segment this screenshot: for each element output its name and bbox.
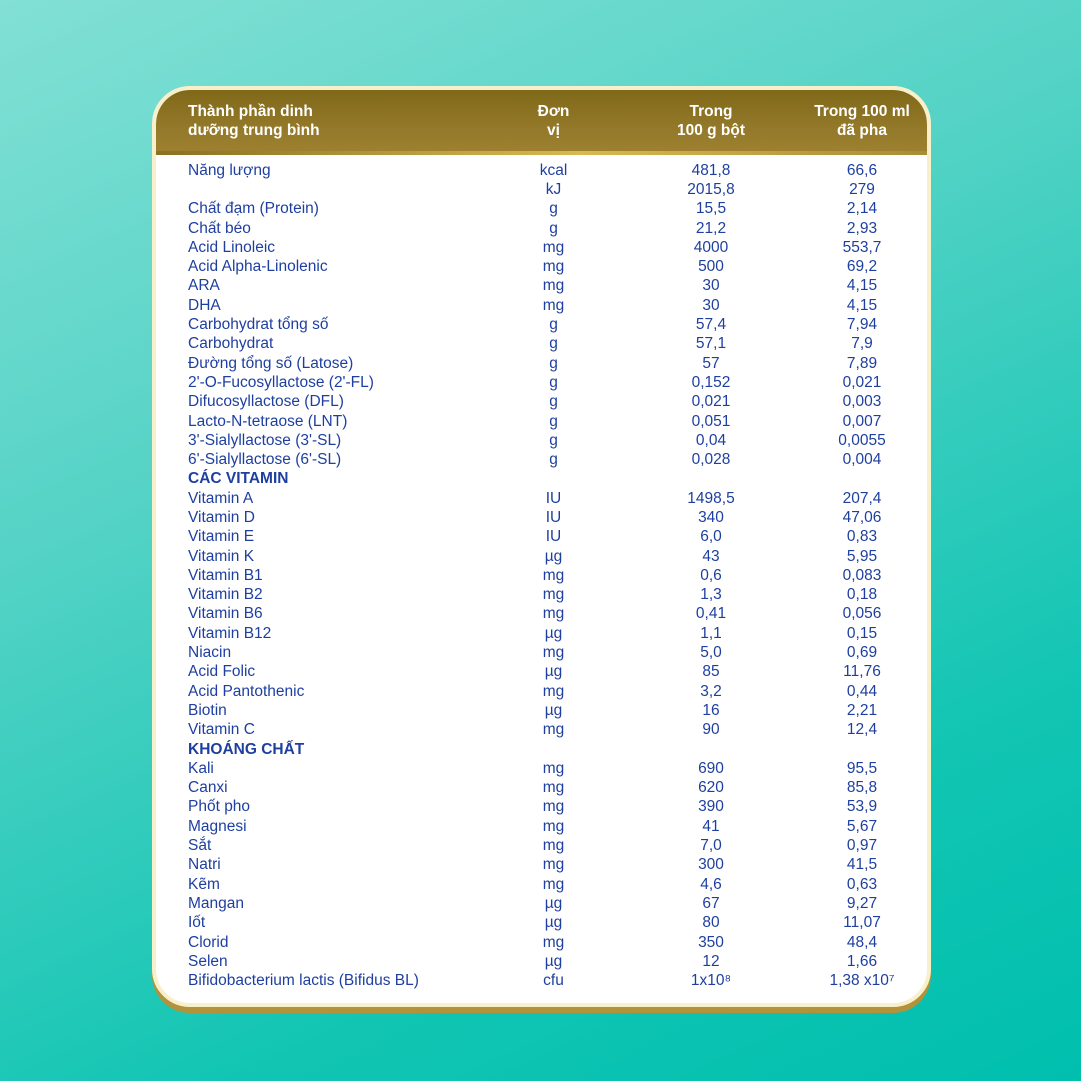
nutrient-label: 2'-O-Fucosyllactose (2'-FL) (188, 373, 374, 391)
per-100g-value: 90 (702, 721, 720, 739)
nutrient-label: 3'-Sialyllactose (3'-SL) (188, 431, 342, 449)
unit-value: mg (542, 566, 565, 584)
nutrient-label: 6'-Sialyllactose (6'-SL) (188, 451, 342, 469)
unit-value: cfu (543, 972, 564, 990)
per-100g-value: 57,4 (695, 316, 727, 334)
nutrient-label: Clorid (188, 933, 229, 951)
per-100g-value: 300 (698, 856, 724, 874)
nutrient-label: Canxi (188, 779, 228, 797)
per-100ml-value: 66,6 (846, 161, 878, 179)
nutrient-label: Năng lượng (188, 161, 271, 179)
nutrient-label: Biotin (188, 701, 227, 719)
nutrient-label: Sắt (188, 837, 212, 855)
unit-value: mg (542, 875, 565, 893)
header-per100g-line2: 100 g bột (676, 122, 746, 139)
per-100ml-value: 53,9 (846, 798, 878, 816)
table-row (156, 566, 927, 585)
table-row (156, 547, 927, 566)
per-100g-value: 41 (702, 817, 720, 835)
nutrient-label: Vitamin B6 (188, 605, 263, 623)
per-100ml-value: 0,003 (842, 393, 882, 411)
table-row (156, 277, 927, 296)
unit-value: µg (544, 952, 563, 970)
per-100ml-value: 85,8 (846, 779, 878, 797)
per-100ml-value: 47,06 (842, 508, 882, 526)
per-100g-value: 57 (702, 354, 720, 372)
nutrient-label: Acid Linoleic (188, 238, 276, 256)
per-100ml-value: 0,056 (842, 605, 882, 623)
per-100g-value: 7,0 (700, 837, 722, 855)
per-100ml-value: 4,15 (846, 277, 878, 295)
per-100g-value: 67 (702, 894, 720, 912)
per-100ml-value: 0,15 (846, 624, 878, 642)
per-100ml-value: 69,2 (846, 258, 878, 276)
header-unit-line1: Đơn (537, 103, 570, 120)
header-per100ml-line1: Trong 100 ml (814, 103, 910, 120)
nutrient-label: CÁC VITAMIN (188, 470, 289, 488)
nutrient-label: Iốt (188, 914, 206, 932)
table-row (156, 971, 927, 990)
unit-value: mg (542, 837, 565, 855)
unit-value: g (549, 219, 558, 237)
unit-value: µg (544, 701, 563, 719)
nutrient-label: Carbohydrat (188, 335, 274, 353)
header-per100ml-line2: đã pha (837, 122, 887, 139)
per-100ml-value: 0,44 (846, 682, 878, 700)
table-row (156, 450, 927, 469)
nutrient-label: Vitamin A (188, 489, 254, 507)
table-row (156, 315, 927, 334)
nutrient-label: Acid Pantothenic (188, 682, 305, 700)
per-100ml-value: 1,66 (846, 952, 878, 970)
per-100g-value: 5,0 (700, 644, 722, 662)
per-100g-value: 80 (702, 914, 720, 932)
per-100g-value: 6,0 (700, 528, 722, 546)
per-100g-value: 2015,8 (687, 180, 735, 198)
unit-value: kcal (539, 161, 568, 179)
per-100g-value: 1,1 (700, 624, 722, 642)
nutrient-label: Chất béo (188, 219, 251, 237)
per-100g-value: 16 (702, 701, 720, 719)
per-100g-value: 1,3 (700, 586, 722, 604)
per-100ml-value: 11,76 (843, 663, 881, 681)
unit-value: mg (542, 933, 565, 951)
table-row (156, 257, 927, 276)
nutrient-label: Vitamin B1 (188, 566, 263, 584)
per-100ml-value: 11,07 (843, 914, 881, 932)
per-100ml-value: 41,5 (846, 856, 878, 874)
per-100ml-value: 5,95 (846, 547, 878, 565)
table-row (156, 682, 927, 701)
per-100g-value: 0,028 (691, 451, 731, 469)
unit-value: mg (542, 277, 565, 295)
unit-value: mg (542, 644, 565, 662)
per-100g-value: 15,5 (695, 200, 727, 218)
unit-value: mg (542, 605, 565, 623)
per-100ml-value: 0,021 (842, 373, 882, 391)
per-100ml-value: 553,7 (842, 238, 882, 256)
unit-value: g (549, 393, 558, 411)
per-100g-value: 4,6 (700, 875, 722, 893)
nutrient-label: DHA (188, 296, 221, 314)
per-100ml-value: 5,67 (846, 817, 878, 835)
nutrient-label: Acid Folic (188, 663, 256, 681)
per-100g-value: 0,6 (700, 566, 722, 584)
per-100ml-value: 1,38 x10⁷ (829, 972, 895, 990)
per-100g-value: 1498,5 (687, 489, 735, 507)
nutrient-label: Vitamin K (188, 547, 255, 565)
nutrient-label: Difucosyllactose (DFL) (188, 393, 344, 411)
per-100ml-value: 0,18 (846, 586, 878, 604)
unit-value: mg (542, 682, 565, 700)
nutrient-label: Niacin (188, 644, 232, 662)
per-100ml-value: 0,97 (846, 837, 878, 855)
per-100g-value: 3,2 (700, 682, 722, 700)
table-row (156, 663, 927, 682)
nutrient-label: Vitamin C (188, 721, 255, 739)
table-row (156, 586, 927, 605)
unit-value: mg (542, 779, 565, 797)
unit-value: g (549, 373, 558, 391)
table-row (156, 508, 927, 527)
per-100g-value: 57,1 (695, 335, 727, 353)
nutrition-panel-card (152, 86, 931, 1007)
table-row (156, 238, 927, 257)
table-row (156, 721, 927, 740)
per-100ml-value: 95,5 (846, 759, 878, 777)
per-100ml-value: 0,004 (842, 451, 882, 469)
table-row (156, 759, 927, 778)
nutrient-label: Vitamin B12 (188, 624, 272, 642)
nutrient-label: Acid Alpha-Linolenic (188, 258, 328, 276)
per-100g-value: 350 (698, 933, 724, 951)
per-100ml-value: 4,15 (846, 296, 878, 314)
per-100g-value: 0,152 (691, 373, 731, 391)
table-row (156, 701, 927, 720)
per-100ml-value: 0,83 (846, 528, 878, 546)
table-row (156, 431, 927, 450)
per-100g-value: 390 (698, 798, 724, 816)
per-100g-value: 0,051 (691, 412, 731, 430)
per-100g-value: 4000 (693, 238, 729, 256)
header-nutrient-line2: dưỡng trung bình (188, 122, 320, 139)
unit-value: µg (544, 894, 563, 912)
per-100ml-value: 12,4 (846, 721, 878, 739)
unit-value: g (549, 316, 558, 334)
per-100g-value: 43 (702, 547, 720, 565)
nutrient-label: Vitamin B2 (188, 586, 263, 604)
per-100ml-value: 7,9 (851, 335, 873, 353)
header-unit-column (496, 102, 611, 140)
table-body (156, 152, 927, 991)
unit-value: mg (542, 817, 565, 835)
per-100ml-value: 7,89 (846, 354, 878, 372)
table-row (156, 740, 927, 759)
header-per100g-column (611, 102, 811, 140)
table-row (156, 605, 927, 624)
table-row (156, 933, 927, 952)
unit-value: µg (544, 547, 563, 565)
unit-value: g (549, 451, 558, 469)
nutrient-label: Vitamin D (188, 508, 255, 526)
table-row (156, 914, 927, 933)
nutrient-label: ARA (188, 277, 220, 295)
unit-value: kJ (545, 180, 562, 198)
table-row (156, 354, 927, 373)
per-100ml-value: 2,93 (846, 219, 878, 237)
table-row (156, 335, 927, 354)
nutrient-label: Selen (188, 952, 228, 970)
table-row (156, 798, 927, 817)
nutrient-label: Bifidobacterium lactis (Bifidus BL) (188, 972, 419, 990)
table-header (156, 90, 927, 152)
unit-value: mg (542, 258, 565, 276)
unit-value: mg (542, 759, 565, 777)
unit-value: µg (544, 663, 563, 681)
per-100g-value: 12 (702, 952, 720, 970)
unit-value: mg (542, 856, 565, 874)
header-nutrient-column (156, 102, 496, 140)
nutrient-label: KHOÁNG CHẤT (188, 740, 305, 758)
table-row (156, 643, 927, 662)
unit-value: mg (542, 798, 565, 816)
unit-value: mg (542, 721, 565, 739)
unit-value: g (549, 354, 558, 372)
table-row (156, 528, 927, 547)
per-100g-value: 0,41 (695, 605, 727, 623)
per-100ml-value: 207,4 (842, 489, 882, 507)
table-row (156, 894, 927, 913)
per-100g-value: 500 (698, 258, 724, 276)
table-row (156, 470, 927, 489)
unit-value: g (549, 335, 558, 353)
nutrient-label: Vitamin E (188, 528, 255, 546)
nutrient-label: Natri (188, 856, 221, 874)
per-100ml-value: 0,63 (846, 875, 878, 893)
nutrient-label: Kali (188, 759, 214, 777)
per-100ml-value: 0,083 (842, 566, 882, 584)
per-100g-value: 85 (702, 663, 720, 681)
header-per100ml-column (811, 102, 927, 140)
unit-value: g (549, 412, 558, 430)
nutrient-label: Phốt pho (188, 798, 251, 816)
unit-value: µg (544, 624, 563, 642)
unit-value: IU (545, 489, 562, 507)
table-row (156, 952, 927, 971)
unit-value: µg (544, 914, 563, 932)
per-100ml-value: 279 (849, 180, 875, 198)
unit-value: IU (545, 508, 562, 526)
per-100g-value: 0,021 (691, 393, 731, 411)
per-100ml-value: 7,94 (846, 316, 878, 334)
per-100ml-value: 0,007 (842, 412, 882, 430)
table-row (156, 200, 927, 219)
table-row (156, 180, 927, 199)
per-100ml-value: 0,0055 (838, 431, 886, 449)
table-row (156, 817, 927, 836)
per-100g-value: 481,8 (691, 161, 731, 179)
nutrient-label: Magnesi (188, 817, 247, 835)
table-row (156, 219, 927, 238)
per-100ml-value: 2,14 (846, 200, 878, 218)
header-per100g-line1: Trong (689, 103, 733, 120)
nutrient-label: Mangan (188, 894, 245, 912)
nutrient-label: Carbohydrat tổng số (188, 316, 329, 334)
unit-value: mg (542, 296, 565, 314)
nutrient-label: Đường tổng số (Latose) (188, 354, 354, 372)
per-100g-value: 21,2 (695, 219, 727, 237)
per-100ml-value: 9,27 (846, 894, 878, 912)
table-row (156, 875, 927, 894)
unit-value: mg (542, 586, 565, 604)
nutrient-label: Kẽm (188, 875, 220, 893)
table-row (156, 412, 927, 431)
unit-value: g (549, 200, 558, 218)
table-row (156, 779, 927, 798)
per-100ml-value: 0,69 (846, 644, 878, 662)
unit-value: IU (545, 528, 562, 546)
table-row (156, 296, 927, 315)
table-row (156, 161, 927, 180)
per-100ml-value: 2,21 (846, 701, 878, 719)
per-100g-value: 1x10⁸ (690, 972, 732, 990)
nutrient-label: Chất đạm (Protein) (188, 200, 319, 218)
per-100g-value: 620 (698, 779, 724, 797)
table-row (156, 373, 927, 392)
table-row (156, 836, 927, 855)
per-100g-value: 30 (702, 296, 720, 314)
table-row (156, 856, 927, 875)
per-100g-value: 30 (702, 277, 720, 295)
header-unit-line2: vị (547, 122, 560, 139)
per-100g-value: 690 (698, 759, 724, 777)
unit-value: mg (542, 238, 565, 256)
nutrient-label: Lacto-N-tetraose (LNT) (188, 412, 348, 430)
unit-value: g (549, 431, 558, 449)
per-100g-value: 340 (698, 508, 724, 526)
header-nutrient-line1: Thành phần dinh (188, 103, 313, 120)
per-100ml-value: 48,4 (846, 933, 878, 951)
table-row (156, 624, 927, 643)
table-row (156, 489, 927, 508)
table-row (156, 393, 927, 412)
per-100g-value: 0,04 (695, 431, 727, 449)
